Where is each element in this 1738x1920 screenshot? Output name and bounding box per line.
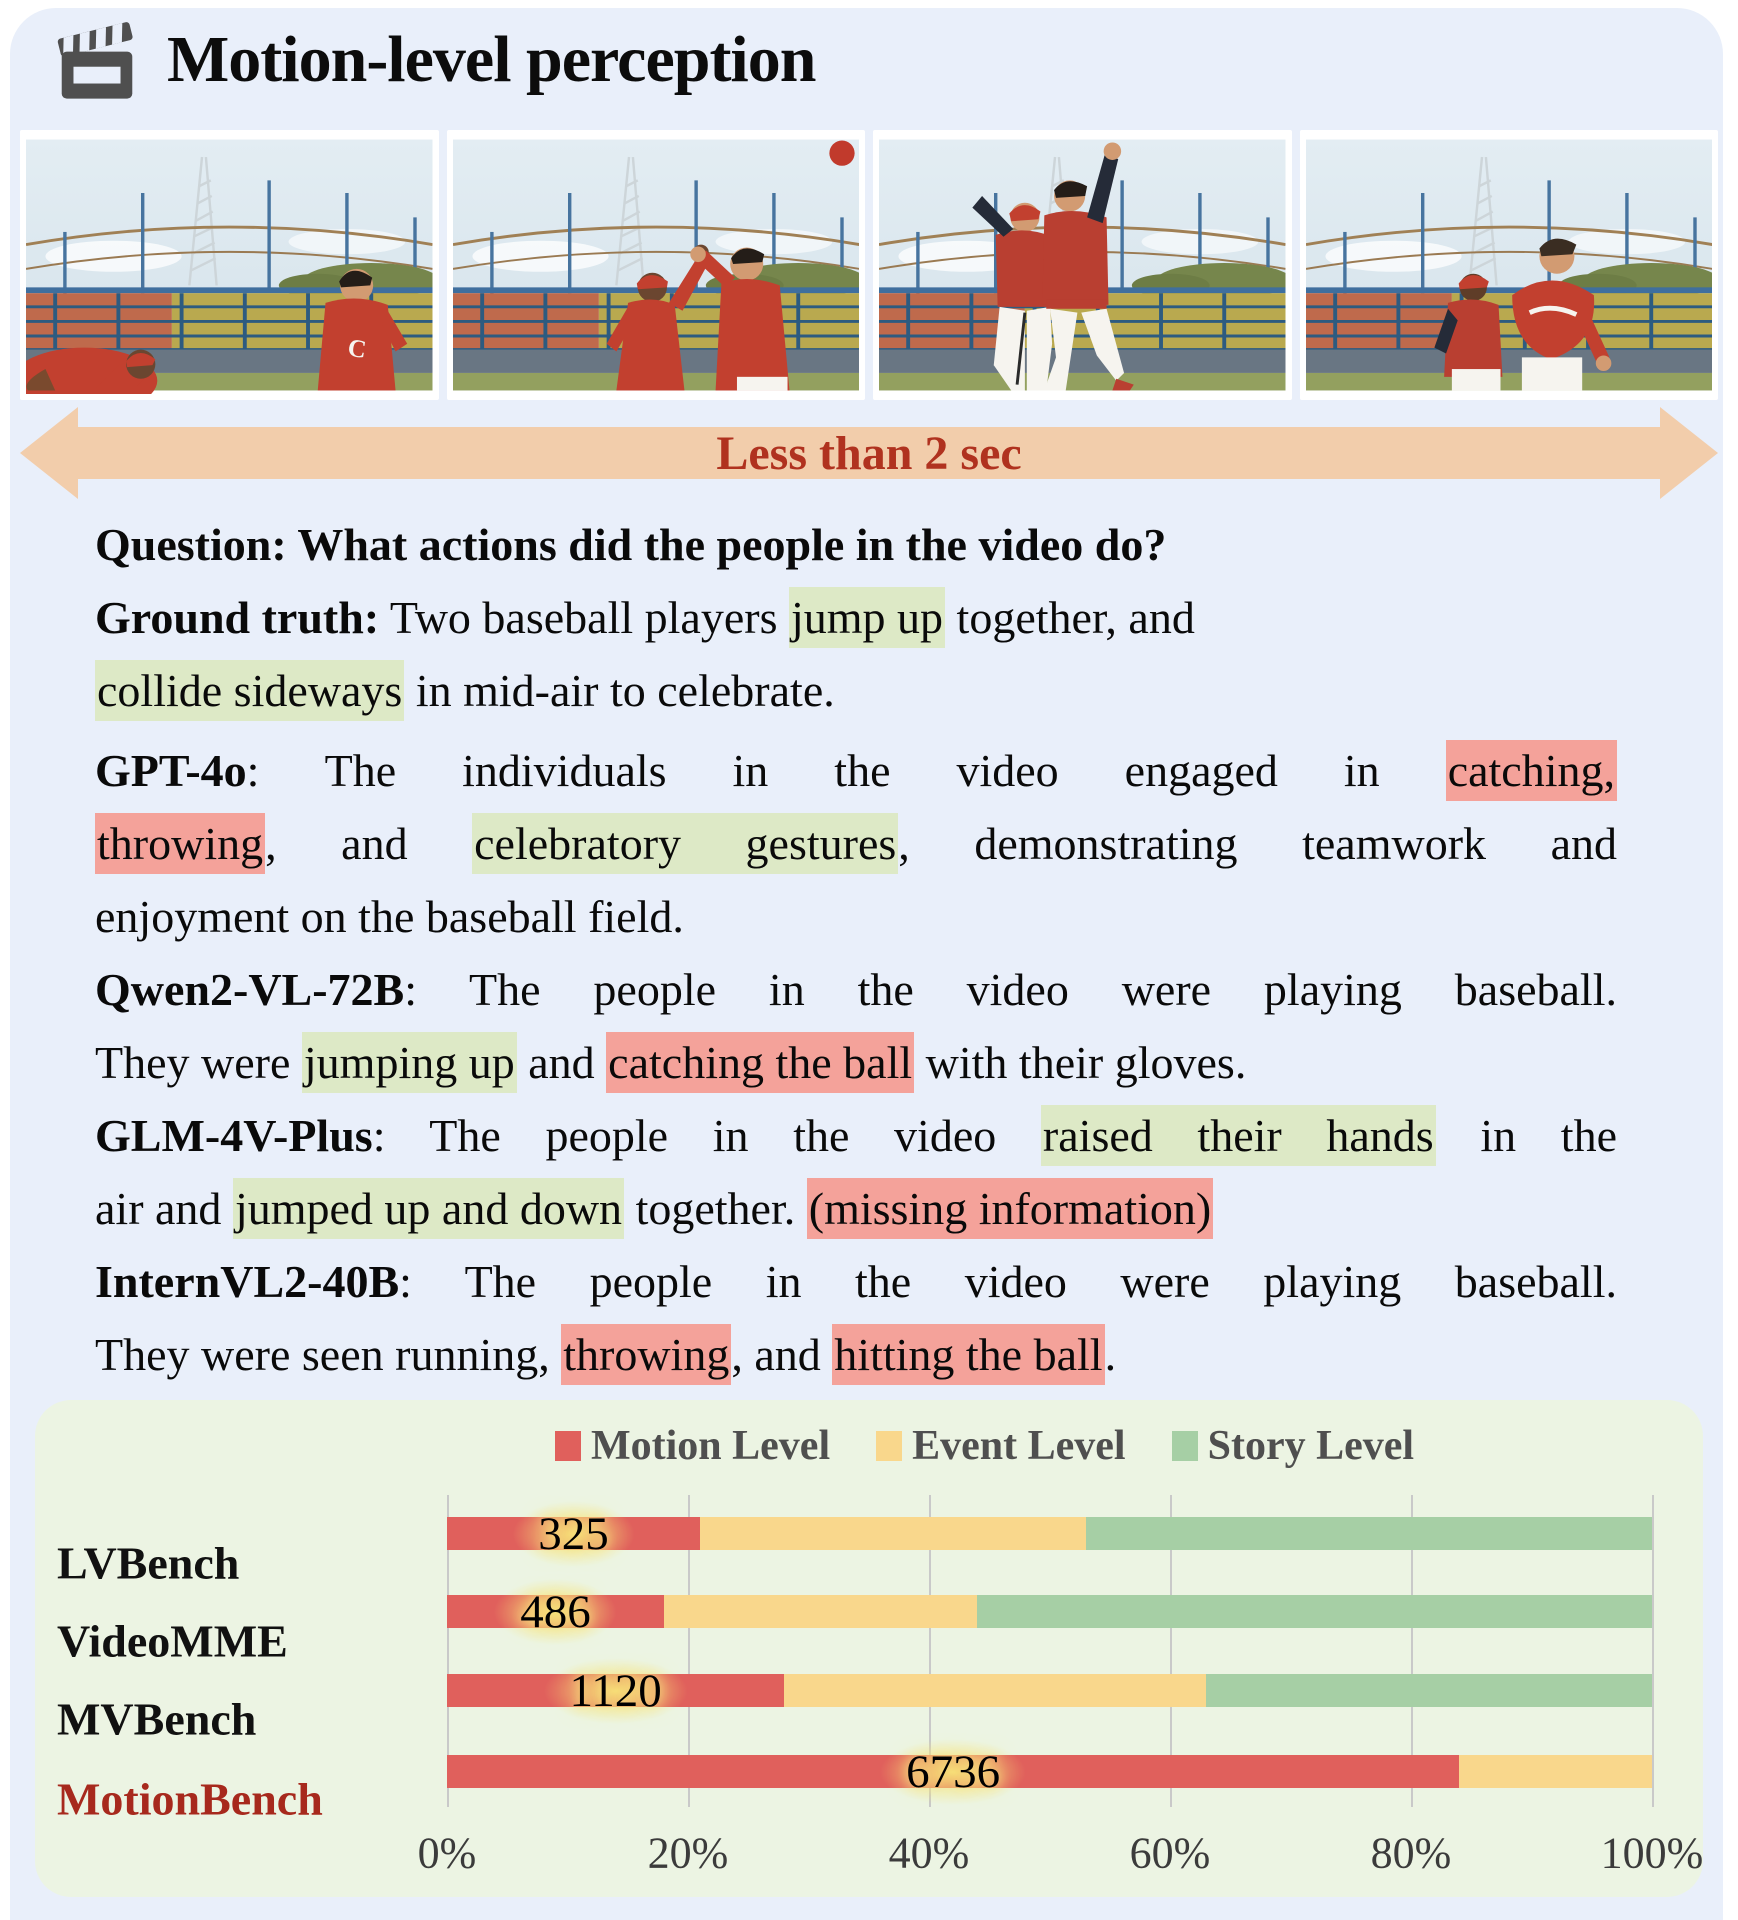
highlight-wrong: catching, xyxy=(1446,740,1617,801)
text-span: air and xyxy=(95,1183,233,1234)
legend-label: Event Level xyxy=(912,1423,1126,1469)
text-span: : The people in the video were playing baseball. xyxy=(399,1256,1617,1307)
legend-swatch-icon xyxy=(555,1431,581,1461)
highlight-wrong: throwing xyxy=(561,1324,731,1385)
model-name: InternVL2-40B xyxy=(95,1256,400,1307)
text-span: in mid-air to celebrate. xyxy=(404,665,835,716)
bar-MVBench-event xyxy=(784,1674,1206,1707)
ball xyxy=(829,141,854,166)
video-frame-2 xyxy=(447,130,866,400)
text-span: . xyxy=(1104,1329,1117,1380)
text-line xyxy=(95,1245,1617,1318)
bar-VideoMME-event xyxy=(664,1595,977,1628)
category-label-VideoMME: VideoMME xyxy=(57,1615,288,1667)
model-name: Qwen2-VL-72B xyxy=(95,964,405,1015)
video-frame-4 xyxy=(1300,130,1719,400)
text-line xyxy=(95,654,1515,727)
text-span: together, and xyxy=(945,592,1195,643)
text-span: with their gloves. xyxy=(914,1037,1247,1088)
text-span: Two baseball players xyxy=(379,592,789,643)
video-frames-strip xyxy=(20,130,1718,400)
highlight-correct: jumped up and down xyxy=(233,1178,624,1239)
motion-count-label: 1120 xyxy=(544,1658,688,1724)
question-line: Question: What actions did the people in the video do? xyxy=(95,519,1167,570)
motion-count-label: 6736 xyxy=(880,1739,1026,1805)
text-span: , demonstrating teamwork and xyxy=(898,818,1617,869)
x-tick-label: 60% xyxy=(1129,1828,1211,1878)
text-line xyxy=(95,581,1515,654)
text-span: in the xyxy=(1435,1110,1618,1161)
model-name: Ground truth: xyxy=(95,592,380,643)
bar-LVBench-event xyxy=(700,1517,1086,1550)
model-name: GLM-4V-Plus xyxy=(95,1110,373,1161)
highlight-correct: raised their hands xyxy=(1041,1105,1436,1166)
question-block xyxy=(95,508,1515,727)
category-label-MotionBench: MotionBench xyxy=(57,1773,323,1825)
svg-text:C: C xyxy=(346,333,369,364)
text-span: enjoyment on the baseball field. xyxy=(95,891,684,942)
page-title: Motion-level perception xyxy=(167,23,816,96)
legend-swatch-icon xyxy=(1172,1431,1198,1461)
legend-item xyxy=(876,1422,1125,1470)
legend-item xyxy=(555,1422,830,1470)
legend-label: Motion Level xyxy=(591,1423,831,1469)
legend-item xyxy=(1172,1422,1414,1470)
model-name: GPT-4o xyxy=(95,745,247,796)
answer-Qwen2-VL-72B xyxy=(95,953,1617,1099)
answer-GLM-4V-Plus xyxy=(95,1099,1617,1245)
text-span: , and xyxy=(265,818,473,869)
text-span: : The individuals in the video engaged in xyxy=(246,745,1446,796)
x-tick-label: 0% xyxy=(417,1828,477,1878)
text-line xyxy=(95,807,1617,880)
bar-MotionBench-event xyxy=(1459,1755,1652,1788)
x-tick-label: 20% xyxy=(647,1828,729,1878)
ground-truth xyxy=(95,581,1515,727)
highlight-wrong: (missing information) xyxy=(807,1178,1213,1239)
bar-VideoMME-story xyxy=(977,1595,1652,1628)
text-line xyxy=(95,1172,1617,1245)
motion-count-label: 325 xyxy=(512,1501,635,1567)
highlight-correct: collide sideways xyxy=(95,660,404,721)
highlight-correct: celebratory gestures xyxy=(472,813,898,874)
gridline xyxy=(1652,1495,1654,1807)
text-span: They were seen running, xyxy=(95,1329,562,1380)
player-crouching xyxy=(26,348,157,394)
text-span: They were xyxy=(95,1037,302,1088)
category-label-LVBench: LVBench xyxy=(57,1537,240,1589)
highlight-correct: jumping up xyxy=(302,1032,517,1093)
text-span: : The people in the video were playing baseball. xyxy=(404,964,1617,1015)
text-line xyxy=(95,953,1617,1026)
bar-LVBench-story xyxy=(1086,1517,1652,1550)
text-line xyxy=(95,1318,1617,1391)
benchmark-chart-panel xyxy=(35,1400,1703,1897)
video-frame-3 xyxy=(873,130,1292,400)
highlight-correct: jump up xyxy=(789,587,945,648)
highlight-wrong: hitting the ball xyxy=(832,1324,1104,1385)
x-tick-label: 40% xyxy=(888,1828,970,1878)
text-line xyxy=(95,1026,1617,1099)
x-tick-label: 80% xyxy=(1370,1828,1452,1878)
bar-MVBench-story xyxy=(1206,1674,1652,1707)
text-span: : The people in the video xyxy=(372,1110,1041,1161)
text-line xyxy=(95,1099,1617,1172)
figure-header xyxy=(55,14,815,106)
text-span: and xyxy=(516,1037,607,1088)
model-answers xyxy=(95,734,1617,1391)
text-span: together. xyxy=(624,1183,807,1234)
legend-swatch-icon xyxy=(876,1431,902,1461)
timeline-label: Less than 2 sec xyxy=(716,426,1022,480)
legend-label: Story Level xyxy=(1207,1423,1415,1469)
clapperboard-icon xyxy=(55,18,139,102)
answer-InternVL2-40B xyxy=(95,1245,1617,1391)
chart-legend xyxy=(555,1422,1414,1470)
category-label-MVBench: MVBench xyxy=(57,1693,257,1745)
highlight-wrong: catching the ball xyxy=(606,1032,914,1093)
highlight-wrong: throwing xyxy=(95,813,265,874)
motion-count-label: 486 xyxy=(494,1579,617,1645)
answer-GPT-4o xyxy=(95,734,1617,953)
x-tick-label: 100% xyxy=(1600,1828,1704,1878)
text-line xyxy=(95,880,1617,953)
text-span: , and xyxy=(731,1329,833,1380)
text-line xyxy=(95,734,1617,807)
timeline-arrow xyxy=(0,403,1738,503)
video-frame-1 xyxy=(20,130,439,400)
